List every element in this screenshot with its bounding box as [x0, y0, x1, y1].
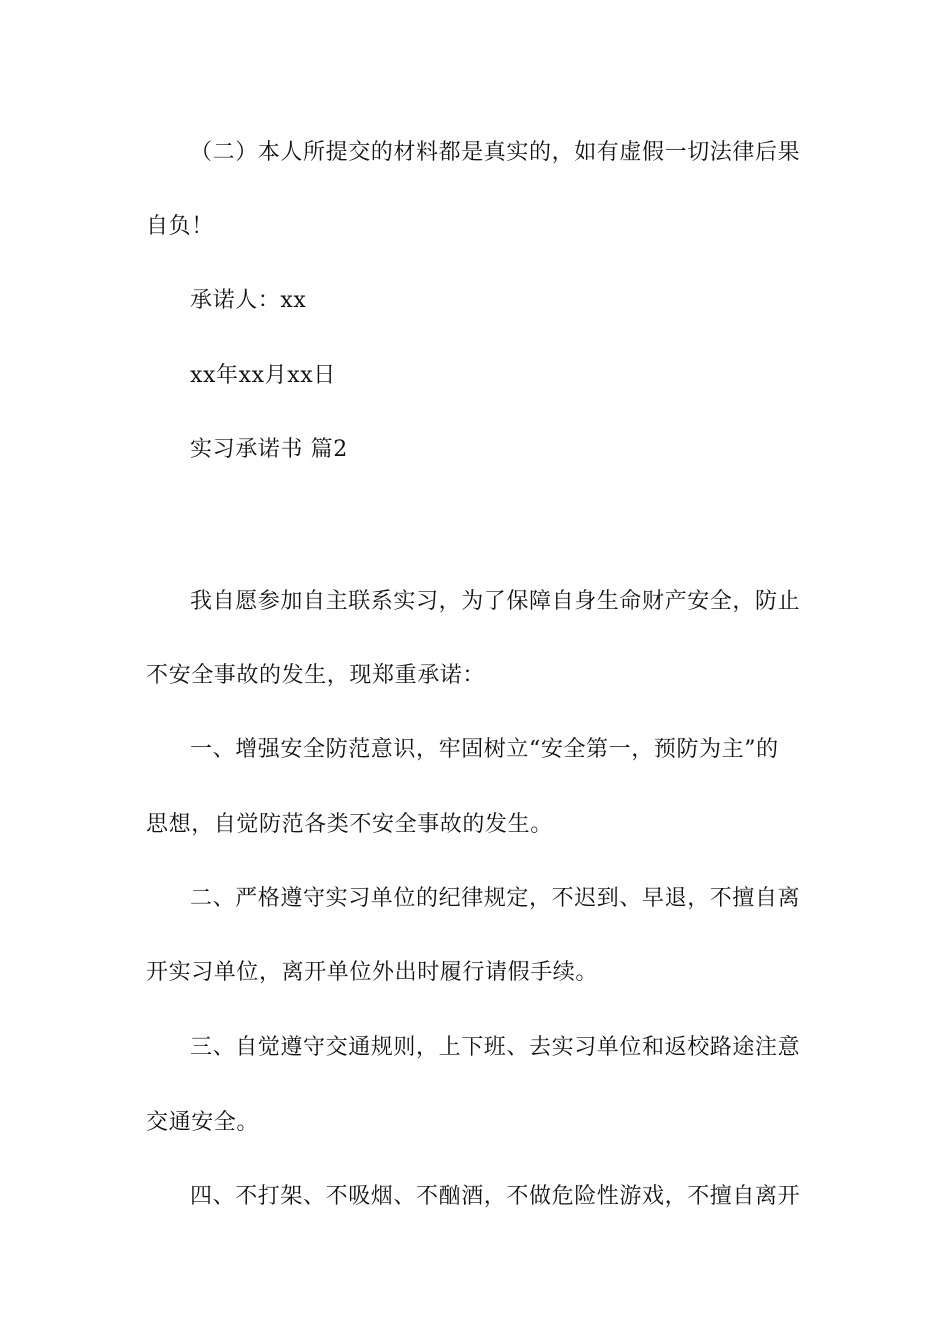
paragraph-line: 四、不打架、不吸烟、不酗酒，不做危险性游戏，不擅自离开 — [190, 1184, 801, 1209]
paragraph-line: 自负！ — [146, 214, 214, 239]
section-heading: 实习承诺书 篇2 — [190, 437, 348, 462]
date-line: xx年xx月xx日 — [190, 363, 336, 388]
paragraph-line: （二）本人所提交的材料都是真实的，如有虚假一切法律后果 — [190, 140, 801, 165]
paragraph-line: 二、严格遵守实习单位的纪律规定，不迟到、早退，不擅自离 — [190, 886, 801, 911]
paragraph-line: 思想，自觉防范各类不安全事故的发生。 — [146, 812, 553, 837]
paragraph-line: 一、增强安全防范意识，牢固树立“安全第一，预防为主”的 — [190, 737, 779, 762]
paragraph-line: 我自愿参加自主联系实习，为了保障自身生命财产安全，防止 — [190, 589, 801, 614]
paragraph-line: 交通安全。 — [146, 1110, 260, 1135]
paragraph-line: 开实习单位，离开单位外出时履行请假手续。 — [146, 960, 599, 985]
signatory-line: 承诺人：xx — [190, 288, 307, 313]
paragraph-line: 三、自觉遵守交通规则，上下班、去实习单位和返校路途注意 — [190, 1035, 801, 1060]
paragraph-line: 不安全事故的发生，现郑重承诺： — [146, 663, 486, 688]
